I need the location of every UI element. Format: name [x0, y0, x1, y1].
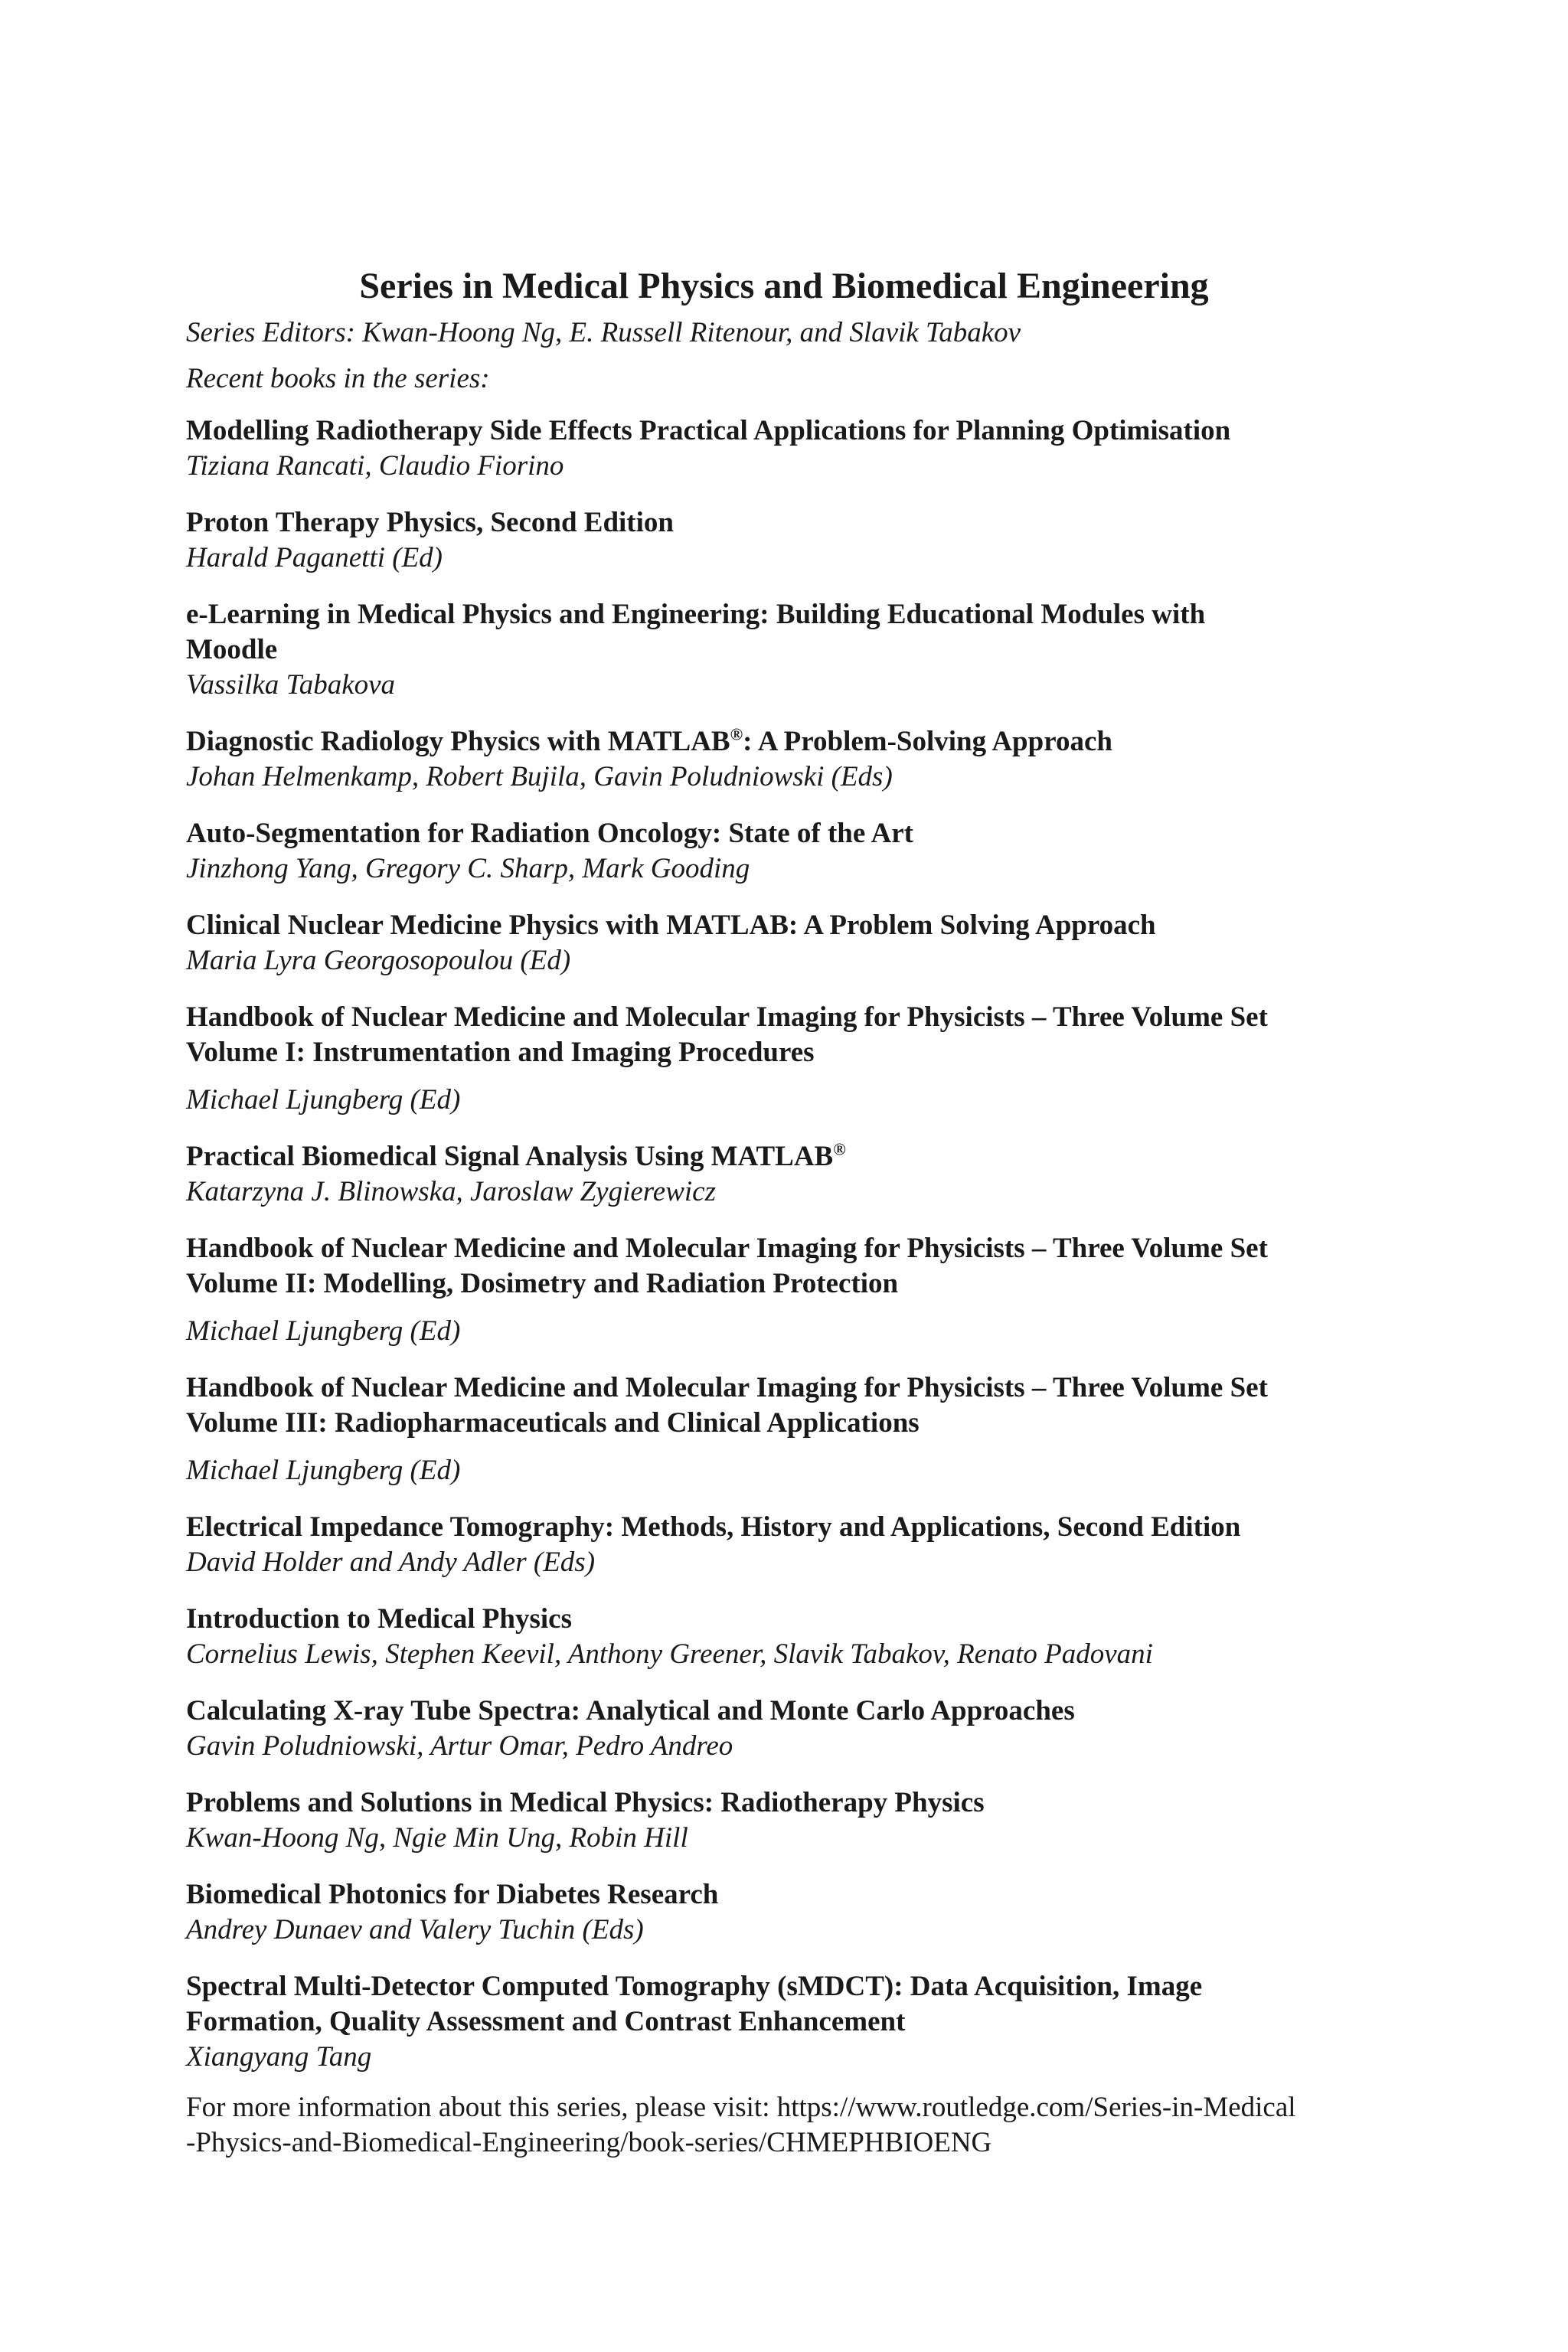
book-entry	[186, 505, 1403, 576]
registered-trademark-mark: ®	[833, 1139, 846, 1159]
series-more-info-line: -Physics-and-Biomedical-Engineering/book-series/CHMEPHBIOENG	[186, 2127, 992, 2158]
book-entry	[186, 1000, 1403, 1118]
book-entry	[186, 1510, 1403, 1580]
book-title-line: Diagnostic Radiology Physics with MATLAB	[186, 726, 730, 757]
registered-trademark-mark: ®	[730, 724, 743, 744]
book-authors: Michael Ljungberg (Ed)	[186, 1455, 461, 1486]
book-entry	[186, 1785, 1403, 1856]
book-title	[186, 1139, 1403, 1174]
book-title	[186, 1510, 1403, 1545]
book-title	[186, 1231, 1403, 1302]
book-title	[186, 597, 1403, 668]
book-entry	[186, 1694, 1403, 1764]
book-entry	[186, 1139, 1403, 1210]
book-title-line: Clinical Nuclear Medicine Physics with MATLAB: A Problem Solving Approach	[186, 910, 1156, 941]
book-title-line: Introduction to Medical Physics	[186, 1603, 572, 1635]
book-title	[186, 816, 1403, 851]
book-authors: Andrey Dunaev and Valery Tuchin (Eds)	[186, 1914, 644, 1945]
book-entry	[186, 413, 1403, 484]
book-title	[186, 1969, 1403, 2040]
book-title	[186, 724, 1403, 760]
series-title: Series in Medical Physics and Biomedical Engineering	[359, 266, 1209, 306]
book-title-line: Problems and Solutions in Medical Physics: Radiotherapy Physics	[186, 1787, 985, 1818]
series-more-info-line: For more information about this series, please visit: https://www.routledge.com/Series-in-Medical	[186, 2092, 1296, 2123]
book-entry	[186, 1969, 1403, 2075]
book-title-line: Volume III: Radiopharmaceuticals and Clinical Applications	[186, 1407, 920, 1439]
book-title-line: Handbook of Nuclear Medicine and Molecular Imaging for Physicists – Three Volume Set	[186, 1372, 1268, 1403]
book-title	[186, 505, 1403, 541]
book-title-line: Handbook of Nuclear Medicine and Molecular Imaging for Physicists – Three Volume Set	[186, 1233, 1268, 1264]
book-entry	[186, 1370, 1403, 1488]
book-title-line: Volume II: Modelling, Dosimetry and Radiation Protection	[186, 1268, 899, 1299]
book-authors: Vassilka Tabakova	[186, 669, 396, 701]
book-authors: Maria Lyra Georgosopoulou (Ed)	[186, 945, 571, 976]
book-title-line: Moodle	[186, 634, 278, 665]
book-authors: Tiziana Rancati, Claudio Fiorino	[186, 450, 564, 482]
book-title-line: : A Problem-Solving Approach	[743, 726, 1112, 757]
book-authors: Johan Helmenkamp, Robert Bujila, Gavin Poludniowski (Eds)	[186, 761, 893, 792]
book-entry	[186, 816, 1403, 887]
book-authors: Xiangyang Tang	[186, 2041, 372, 2073]
book-entry	[186, 724, 1403, 795]
book-title-line: e-Learning in Medical Physics and Engineering: Building Educational Modules with	[186, 599, 1206, 630]
book-entry	[186, 1877, 1403, 1948]
book-entry	[186, 1231, 1403, 1349]
book-title-line: Proton Therapy Physics, Second Edition	[186, 507, 674, 538]
book-title	[186, 1877, 1403, 1913]
series-content	[186, 315, 1403, 2161]
book-entry	[186, 597, 1403, 703]
series-more-info	[186, 2090, 1403, 2161]
series-editors: Series Editors: Kwan-Hoong Ng, E. Russell Ritenour, and Slavik Tabakov	[186, 317, 1021, 348]
book-title-line: Modelling Radiotherapy Side Effects Practical Applications for Planning Optimisation	[186, 415, 1231, 446]
book-title	[186, 1000, 1403, 1070]
book-title	[186, 1370, 1403, 1441]
book-title-line: Electrical Impedance Tomography: Methods, History and Applications, Second Edition	[186, 1511, 1241, 1543]
book-title	[186, 413, 1403, 449]
book-entry	[186, 908, 1403, 978]
book-entry	[186, 1602, 1403, 1672]
recent-books-label: Recent books in the series:	[186, 363, 490, 394]
book-authors: Kwan-Hoong Ng, Ngie Min Ung, Robin Hill	[186, 1822, 688, 1854]
book-title	[186, 1785, 1403, 1821]
book-title	[186, 908, 1403, 943]
book-authors: Harald Paganetti (Ed)	[186, 542, 443, 573]
book-authors: Katarzyna J. Blinowska, Jaroslaw Zygierewicz	[186, 1176, 716, 1207]
book-authors: Michael Ljungberg (Ed)	[186, 1084, 461, 1116]
book-title-line: Practical Biomedical Signal Analysis Using MATLAB	[186, 1141, 834, 1172]
book-title-line: Spectral Multi-Detector Computed Tomography (sMDCT): Data Acquisition, Image	[186, 1971, 1203, 2002]
book-authors: Michael Ljungberg (Ed)	[186, 1315, 461, 1347]
book-title	[186, 1694, 1403, 1729]
book-title-line: Formation, Quality Assessment and Contrast Enhancement	[186, 2006, 906, 2037]
book-title-line: Calculating X-ray Tube Spectra: Analytical and Monte Carlo Approaches	[186, 1695, 1075, 1726]
book-authors: Gavin Poludniowski, Artur Omar, Pedro Andreo	[186, 1730, 733, 1762]
book-title-line: Volume I: Instrumentation and Imaging Procedures	[186, 1037, 815, 1068]
book-title-line: Biomedical Photonics for Diabetes Research	[186, 1879, 719, 1910]
book-authors: David Holder and Andy Adler (Eds)	[186, 1547, 596, 1578]
book-title	[186, 1602, 1403, 1637]
book-title-line: Handbook of Nuclear Medicine and Molecular Imaging for Physicists – Three Volume Set	[186, 1001, 1268, 1033]
book-authors: Cornelius Lewis, Stephen Keevil, Anthony Greener, Slavik Tabakov, Renato Padovani	[186, 1638, 1153, 1670]
book-title-line: Auto-Segmentation for Radiation Oncology: State of the Art	[186, 818, 913, 849]
book-authors: Jinzhong Yang, Gregory C. Sharp, Mark Gooding	[186, 853, 750, 884]
